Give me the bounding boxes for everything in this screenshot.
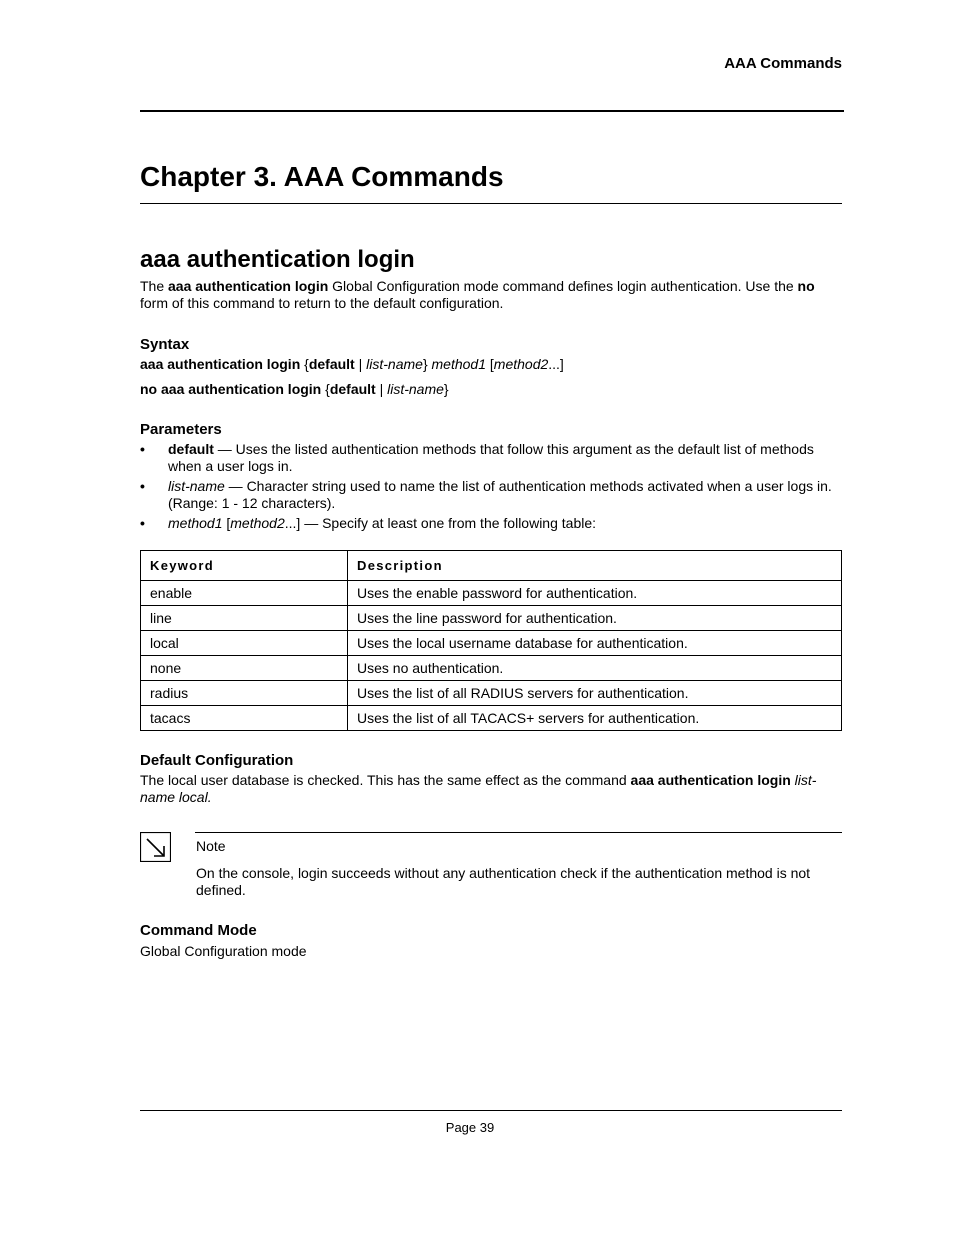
default-args: list-name local.	[140, 772, 817, 805]
syntax-text: }	[422, 356, 432, 372]
param-text: — Character string used to name the list of authentication methods activated when a user logs in. (Range: 1 - 12 characters).	[168, 478, 832, 511]
default-config-text	[140, 772, 842, 806]
note-icon	[140, 832, 171, 862]
syntax-heading: Syntax	[140, 336, 190, 353]
syntax-command: aaa authentication login	[140, 356, 301, 372]
column-header-description: Description	[348, 551, 842, 581]
table-cell-description: Uses no authentication.	[348, 656, 842, 681]
param-text: — Uses the listed authentication methods that follow this argument as the default list of methods when a user logs in.	[168, 441, 814, 474]
footer-rule	[140, 1110, 842, 1111]
table-cell-description: Uses the line password for authentication.	[348, 606, 842, 631]
table-header-row	[141, 551, 842, 581]
syntax-text: }	[443, 381, 449, 397]
table-cell-description: Uses the list of all TACACS+ servers for authentication.	[348, 706, 842, 731]
param-term: list-name	[168, 478, 225, 494]
table-cell-keyword: none	[141, 656, 348, 681]
table-cell-description: Uses the list of all RADIUS servers for authentication.	[348, 681, 842, 706]
list-item	[140, 441, 842, 475]
param-term: method2	[230, 515, 285, 531]
table-row	[141, 606, 842, 631]
page-number	[0, 1120, 954, 1135]
command-mode-text: Global Configuration mode	[140, 943, 307, 959]
param-text: [	[222, 515, 231, 531]
syntax-list-name: list-name	[366, 356, 423, 372]
syntax-text: [	[486, 356, 494, 372]
list-item	[140, 478, 842, 512]
bullet-icon: •	[140, 478, 145, 494]
note-rule	[195, 832, 842, 833]
syntax-text: {	[300, 356, 309, 372]
column-header-keyword: Keyword	[141, 551, 348, 581]
syntax-no-command: no aaa authentication login	[140, 381, 322, 397]
table-row	[141, 631, 842, 656]
param-term: method1	[168, 515, 223, 531]
command-mode-heading: Command Mode	[140, 922, 257, 939]
chapter-title: Chapter 3. AAA Commands	[140, 161, 504, 192]
table-cell-keyword: tacacs	[141, 706, 348, 731]
table-cell-keyword: radius	[141, 681, 348, 706]
note-text: On the console, login succeeds without any authentication check if the authentication method is not defined.	[196, 865, 811, 898]
intro-command: aaa authentication login	[168, 278, 329, 294]
syntax-text: {	[321, 381, 330, 397]
syntax-default: default	[308, 356, 355, 372]
section-intro	[140, 278, 842, 312]
table-cell-description: Uses the local username database for authentication.	[348, 631, 842, 656]
section-title: aaa authentication login	[140, 246, 415, 273]
note-label: Note	[196, 838, 226, 854]
param-term: default	[168, 441, 214, 457]
page-number-label: Page 39	[445, 1120, 495, 1135]
intro-text-2: Global Configuration mode command defines login authentication. Use the	[328, 278, 798, 294]
list-item	[140, 515, 842, 532]
table-row	[141, 656, 842, 681]
param-text: ...] — Specify at least one from the following table:	[284, 515, 597, 531]
table-cell-keyword: local	[141, 631, 348, 656]
table-row	[141, 581, 842, 606]
syntax-text: ...]	[548, 356, 564, 372]
header-rule	[140, 110, 844, 112]
parameters-heading: Parameters	[140, 421, 222, 438]
bullet-icon: •	[140, 441, 145, 457]
table-row	[141, 706, 842, 731]
intro-text-3: form of this command to return to the default configuration.	[140, 295, 504, 311]
syntax-default: default	[329, 381, 376, 397]
syntax-text: |	[354, 356, 367, 372]
syntax-method2: method2	[493, 356, 549, 372]
parameters-list	[140, 441, 842, 535]
running-header: AAA Commands	[724, 55, 842, 72]
table-cell-description: Uses the enable password for authentication.	[348, 581, 842, 606]
default-text-1: The local user database is checked. This has the same effect as the command	[140, 772, 631, 788]
chapter-rule	[140, 203, 842, 204]
default-config-heading: Default Configuration	[140, 752, 294, 769]
syntax-list-name: list-name	[387, 381, 444, 397]
intro-text-1: The	[140, 278, 169, 294]
default-command: aaa authentication login	[630, 772, 791, 788]
bullet-icon: •	[140, 515, 145, 531]
syntax-text: |	[375, 381, 388, 397]
table-cell-keyword: line	[141, 606, 348, 631]
table-row	[141, 681, 842, 706]
table-cell-keyword: enable	[141, 581, 348, 606]
keyword-table	[140, 550, 842, 731]
intro-no-keyword: no	[797, 278, 815, 294]
syntax-line-2	[140, 381, 842, 398]
syntax-line-1	[140, 356, 842, 373]
syntax-method1: method1	[431, 356, 486, 372]
